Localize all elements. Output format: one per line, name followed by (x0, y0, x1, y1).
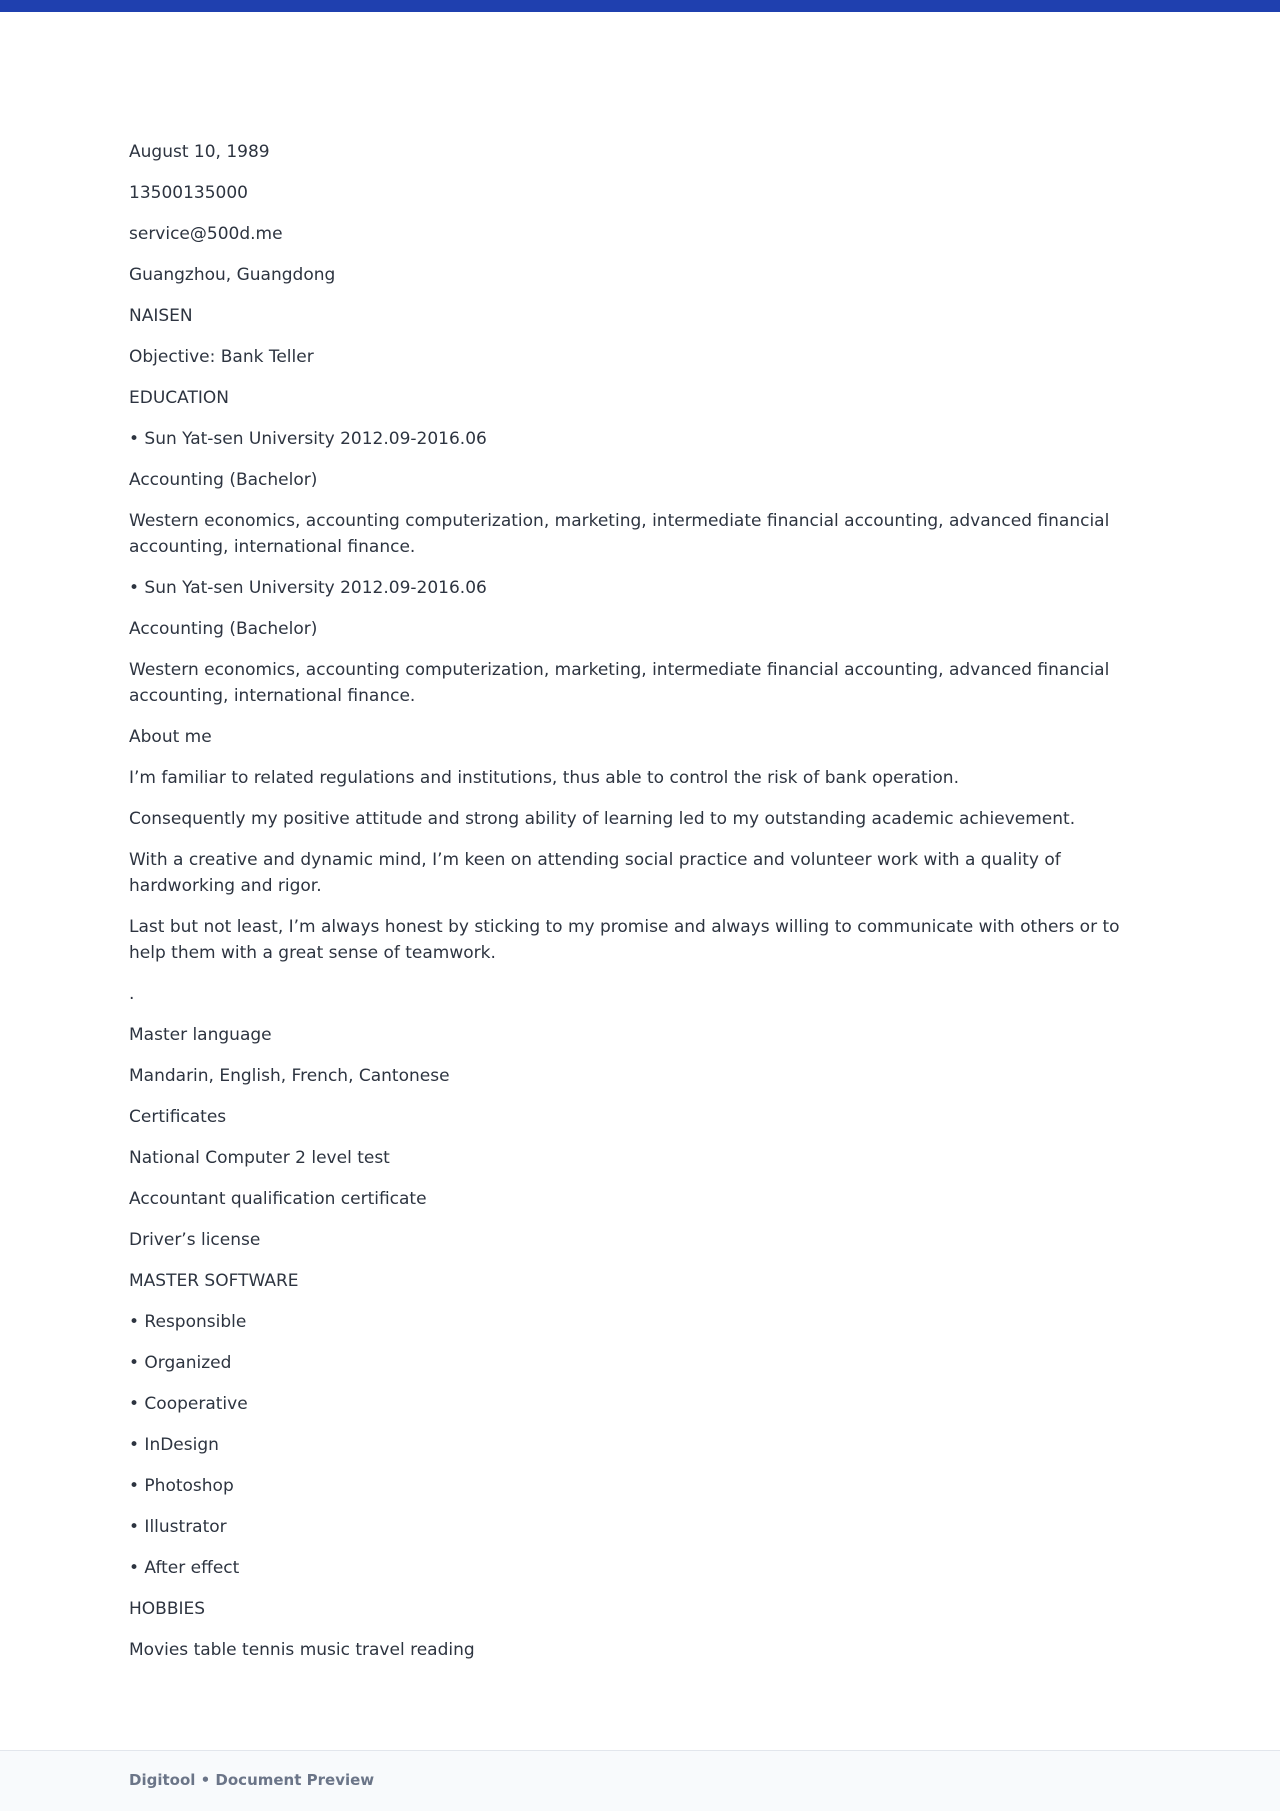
section-heading-language: Master language (129, 1025, 272, 1045)
education-entry-courses: Western economics, accounting computerization, marketing, intermediate financial accounting, advanced financial accounting, international finance. (129, 511, 1110, 557)
skill-item: • Photoshop (129, 1476, 234, 1496)
section-heading-education: EDUCATION (129, 388, 229, 408)
education-entry-courses: Western economics, accounting computerization, marketing, intermediate financial accounting, advanced financial accounting, international finance. (129, 660, 1110, 706)
top-accent-bar (0, 0, 1280, 12)
education-entry-degree: Accounting (Bachelor) (129, 470, 318, 490)
skill-item: • After effect (129, 1558, 240, 1578)
about-paragraph: Last but not least, I’m always honest by sticking to my promise and always willing to communicate with others or to help them with a great sense of teamwork. (129, 917, 1120, 963)
education-entry-school: • Sun Yat-sen University 2012.09-2016.06 (129, 578, 487, 598)
birth-date: August 10, 1989 (129, 142, 270, 162)
certificate-item: Driver’s license (129, 1230, 261, 1250)
education-entry-degree: Accounting (Bachelor) (129, 619, 318, 639)
certificate-item: National Computer 2 level test (129, 1148, 390, 1168)
language-list: Mandarin, English, French, Cantonese (129, 1066, 450, 1086)
section-heading-certificates: Certificates (129, 1107, 227, 1127)
section-heading-about: About me (129, 727, 212, 747)
skill-item: • Responsible (129, 1312, 247, 1332)
skill-item: • Illustrator (129, 1517, 227, 1537)
skill-item: • InDesign (129, 1435, 219, 1455)
phone-number: 13500135000 (129, 183, 248, 203)
footer-label: Digitool • Document Preview (129, 1771, 375, 1789)
certificate-item: Accountant qualification certificate (129, 1189, 427, 1209)
document-body (129, 139, 1149, 1678)
objective: Objective: Bank Teller (129, 347, 314, 367)
skill-item: • Cooperative (129, 1394, 248, 1414)
footer-bar (0, 1750, 1280, 1811)
separator-dot: . (129, 984, 135, 1004)
education-entry-school: • Sun Yat-sen University 2012.09-2016.06 (129, 429, 487, 449)
candidate-name: NAISEN (129, 306, 193, 326)
about-paragraph: Consequently my positive attitude and strong ability of learning led to my outstanding academic achievement. (129, 809, 1076, 829)
skill-item: • Organized (129, 1353, 232, 1373)
location: Guangzhou, Guangdong (129, 265, 336, 285)
about-paragraph: I’m familiar to related regulations and institutions, thus able to control the risk of bank operation. (129, 768, 959, 788)
section-heading-software: MASTER SOFTWARE (129, 1271, 299, 1291)
email-address: service@500d.me (129, 224, 283, 244)
hobbies-list: Movies table tennis music travel reading (129, 1640, 475, 1660)
section-heading-hobbies: HOBBIES (129, 1599, 206, 1619)
about-paragraph: With a creative and dynamic mind, I’m keen on attending social practice and volunteer work with a quality of hardworking and rigor. (129, 850, 1061, 896)
